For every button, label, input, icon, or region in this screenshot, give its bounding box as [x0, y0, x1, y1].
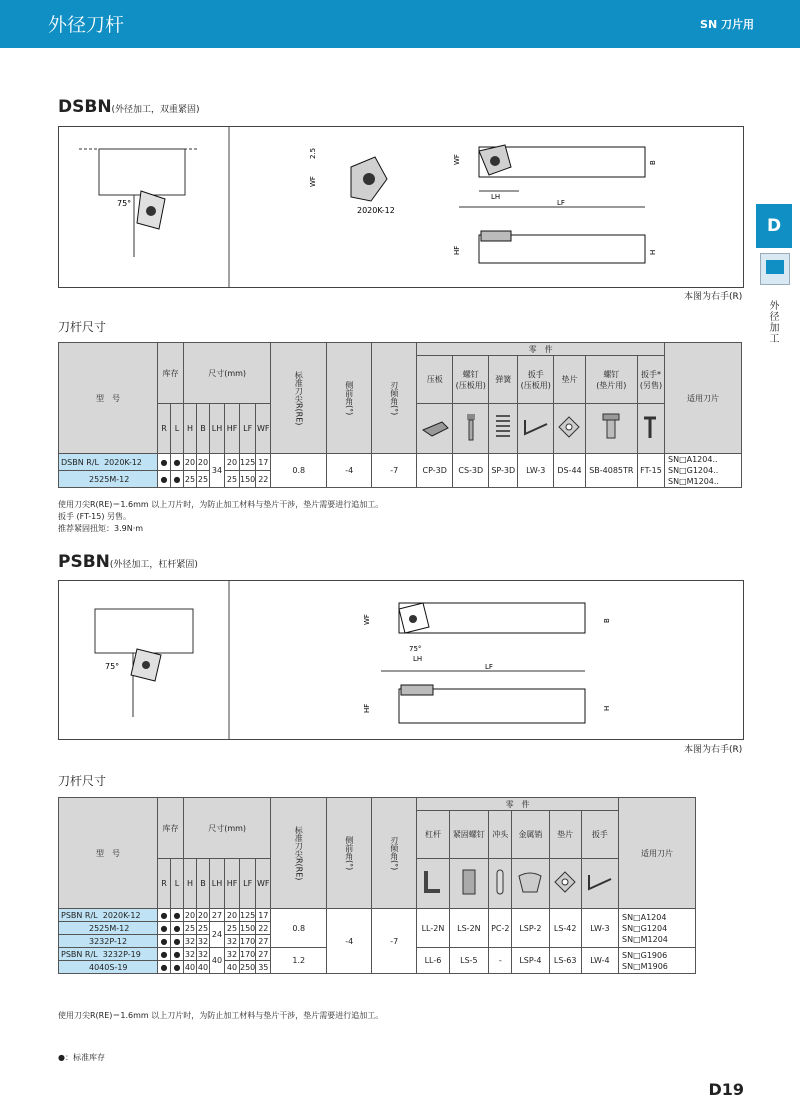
cell: LS-2N	[449, 909, 489, 948]
cell: 24	[210, 922, 225, 948]
cell: 25	[197, 471, 210, 488]
cell: 17	[256, 454, 271, 471]
page-header	[0, 0, 800, 48]
cell: ●	[158, 961, 171, 974]
part-icon-spring	[489, 404, 518, 454]
hdr-stock: 库存	[158, 343, 184, 404]
part-icon-clamp	[417, 404, 453, 454]
hdr-col-hf: HF	[225, 859, 240, 909]
cell: ●	[171, 948, 184, 961]
cell: ●	[171, 454, 184, 471]
cell: 25	[197, 923, 209, 933]
cell: 40	[225, 961, 240, 974]
psbn-desc: (外径加工，杠杆紧固)	[109, 560, 198, 570]
hdr-part-3: 扳手 (压板用)	[518, 356, 554, 404]
hdr-col-h: H	[184, 859, 197, 909]
cell: 34	[210, 454, 225, 488]
hdr-insert: 适用刀片	[619, 798, 696, 909]
hdr-model: 型 号	[59, 798, 158, 909]
svg-text:WF: WF	[363, 614, 371, 625]
svg-text:HF: HF	[453, 245, 461, 255]
cell: 20	[197, 910, 209, 920]
cell: 20	[225, 454, 240, 471]
cell: 27	[256, 948, 271, 961]
psbn-drawing-box	[58, 580, 744, 740]
cell: CP-3D	[417, 454, 453, 488]
dsbn-drawing	[59, 127, 743, 287]
psbn-row-3-model: PSBN R/L 3232P-19	[59, 948, 158, 961]
svg-text:WF: WF	[453, 154, 461, 165]
hdr-col-lf: LF	[240, 404, 256, 454]
hdr-col-l: L	[171, 859, 184, 909]
hdr-col-b: B	[197, 859, 210, 909]
cell: LW-4	[581, 948, 618, 974]
hdr-col-lh: LH	[210, 859, 225, 909]
cell: LS-63	[549, 948, 581, 974]
cell: LW-3	[518, 454, 554, 488]
hdr-col-l: L	[171, 404, 184, 454]
part-icon-shim	[554, 404, 585, 454]
part-icon-shim-screw	[585, 404, 637, 454]
part-icon-lever	[417, 859, 449, 909]
cell: 20	[225, 909, 240, 922]
cell: 0.8	[271, 909, 327, 948]
part-icon-pin	[512, 859, 549, 909]
cell: 25	[225, 922, 240, 935]
hdr-col-wf: WF	[256, 404, 271, 454]
hdr-parts: 零 件	[417, 798, 619, 811]
hdr-part-0: 压板	[417, 356, 453, 404]
cell: 20	[184, 454, 197, 471]
cell: 27	[256, 935, 271, 948]
cell: ●	[171, 935, 184, 948]
svg-text:B: B	[649, 160, 657, 165]
svg-text:HF: HF	[363, 703, 371, 713]
svg-text:75°: 75°	[105, 662, 120, 671]
hdr-part-4: 垫片	[549, 811, 581, 859]
hdr-parts: 零 件	[417, 343, 665, 356]
cell: SP-3D	[489, 454, 518, 488]
cell: 170	[240, 949, 256, 959]
svg-text:LH: LH	[491, 193, 501, 201]
psbn-note: 使用刀尖R(RE)＝1.6mm 以上刀片时，为防止加工材料与垫片干涉，垫片需要进行追加工。	[58, 1011, 384, 1020]
hdr-side: 侧前角(°)	[327, 798, 372, 909]
cell: 32	[225, 948, 240, 961]
cell: ●	[158, 935, 171, 948]
cell: 125	[240, 910, 256, 920]
svg-text:H: H	[649, 249, 657, 255]
hdr-part-2: 冲头	[489, 811, 512, 859]
dsbn-drawing-box	[58, 126, 744, 288]
hdr-part-5: 螺钉 (垫片用)	[585, 356, 637, 404]
page-title: 外径刀杆	[48, 14, 125, 36]
svg-text:LH: LH	[413, 655, 423, 663]
hdr-col-lf: LF	[240, 859, 256, 909]
part-icon-wrench	[581, 859, 618, 909]
page-number: D19	[708, 1080, 744, 1099]
cell: ●	[171, 471, 184, 488]
cell: PC-2	[489, 909, 512, 948]
cell: LS-5	[449, 948, 489, 974]
dsbn-inserts: SN□A1204.. SN□G1204.. SN□M1204..	[665, 454, 742, 488]
svg-text:LF: LF	[557, 199, 565, 207]
part-icon-clamp-screw	[449, 859, 489, 909]
hdr-size: 尺寸(mm)	[184, 343, 271, 404]
cell: 20	[197, 454, 210, 471]
cell: LSP-2	[512, 909, 549, 948]
psbn-heading	[58, 552, 198, 572]
psbn-row-0-model: PSBN R/L 2020K-12	[59, 909, 158, 922]
dsbn-view-label: 2020K-12	[357, 206, 395, 215]
cell: 25	[225, 471, 240, 488]
svg-text:B: B	[603, 618, 611, 623]
svg-text:75°: 75°	[117, 199, 132, 208]
cell: 0.8	[271, 454, 327, 488]
hdr-col-hf: HF	[225, 404, 240, 454]
cell: ●	[158, 909, 171, 922]
hdr-stock: 库存	[158, 798, 184, 859]
cell: 40	[197, 962, 209, 972]
cell: 125	[240, 454, 256, 471]
part-icon-key	[638, 404, 665, 454]
cell: 32	[184, 949, 196, 959]
cell: 32	[197, 936, 209, 946]
cell: ●	[158, 454, 171, 471]
part-icon-punch	[489, 859, 512, 909]
hdr-part-2: 弹簧	[489, 356, 518, 404]
cell: LL-6	[417, 948, 449, 974]
hdr-size: 尺寸(mm)	[184, 798, 271, 859]
dsbn-row-1-model: 2525M-12	[59, 471, 158, 488]
dsbn-notes: 使用刀尖R(RE)＝1.6mm 以上刀片时，为防止加工材料与垫片干涉，垫片需要进行追加工。 扳手 (FT-15) 另售。 推荐紧固扭矩：3.9N·m	[58, 500, 384, 533]
cell: LW-3	[581, 909, 618, 948]
cell: -	[489, 948, 512, 974]
svg-text:75°: 75°	[409, 645, 422, 653]
dsbn-table-title: 刀杆尺寸	[58, 320, 107, 334]
part-icon-screw	[453, 404, 489, 454]
cell: 32	[197, 949, 209, 959]
cell: ●	[158, 471, 171, 488]
hdr-col-r: R	[158, 859, 171, 909]
hdr-incl: 刃倾角(°)	[372, 798, 417, 909]
cell: 25	[184, 471, 197, 488]
cell: ●	[171, 961, 184, 974]
cell: 150	[240, 471, 256, 488]
hdr-col-lh: LH	[210, 404, 225, 454]
cell: 35	[256, 961, 271, 974]
hdr-part-6: 扳手* (另售)	[638, 356, 665, 404]
hdr-part-1: 螺钉 (压板用)	[453, 356, 489, 404]
psbn-inserts-2: SN□G1906 SN□M1906	[619, 948, 696, 974]
dsbn-table	[58, 342, 742, 488]
psbn-table-title: 刀杆尺寸	[58, 774, 107, 788]
legend: ●：标准库存	[58, 1053, 105, 1062]
cell: 1.2	[271, 948, 327, 974]
psbn-caption: 本图为右手(R)	[684, 745, 743, 755]
dsbn-caption: 本图为右手(R)	[684, 292, 743, 302]
cell: ●	[158, 922, 171, 935]
cell: LS-42	[549, 909, 581, 948]
hdr-part-5: 扳手	[581, 811, 618, 859]
psbn-row-4-model: 4040S-19	[59, 961, 158, 974]
header-subtitle: SN 刀片用	[700, 18, 754, 31]
svg-text:WF: WF	[309, 176, 317, 187]
hdr-col-b: B	[197, 404, 210, 454]
cell: 22	[256, 922, 271, 935]
psbn-row-1-model: 2525M-12	[59, 922, 158, 935]
svg-text:H: H	[603, 705, 611, 711]
hdr-part-1: 紧固螺钉	[449, 811, 489, 859]
dsbn-code: DSBN	[58, 97, 112, 117]
cell: 32	[225, 935, 240, 948]
hdr-insert: 适用刀片	[665, 343, 742, 454]
cell: 17	[256, 909, 271, 922]
cell: -4	[327, 454, 372, 488]
hdr-re: 标准刀尖R(RE)	[271, 798, 327, 909]
cell: ●	[171, 909, 184, 922]
cell: ●	[171, 922, 184, 935]
cell: 170	[240, 936, 256, 946]
svg-text:LF: LF	[485, 663, 493, 671]
hdr-side: 侧前角(°)	[327, 343, 372, 454]
hdr-part-4: 垫片	[554, 356, 585, 404]
hdr-col-h: H	[184, 404, 197, 454]
cell: 27	[210, 909, 225, 922]
chapter-tab[interactable]: D	[756, 204, 792, 248]
cell: 40	[210, 948, 225, 974]
cell: SB-4085TR	[585, 454, 637, 488]
cell: 20	[184, 910, 196, 920]
psbn-drawing	[59, 581, 743, 739]
part-icon-shim	[549, 859, 581, 909]
cell: CS-3D	[453, 454, 489, 488]
cell: 40	[184, 962, 196, 972]
cell: 150	[240, 923, 256, 933]
hdr-col-r: R	[158, 404, 171, 454]
cell: LL-2N	[417, 909, 449, 948]
cell: 250	[240, 962, 256, 972]
dsbn-desc: (外径加工，双重紧固)	[111, 105, 200, 115]
cell: DS-44	[554, 454, 585, 488]
cell: -7	[372, 454, 417, 488]
chapter-label: 外径加工	[767, 300, 778, 344]
psbn-inserts-1: SN□A1204 SN□G1204 SN□M1204	[619, 909, 696, 948]
hdr-col-wf: WF	[256, 859, 271, 909]
cell: 22	[256, 471, 271, 488]
cell: -7	[372, 909, 417, 974]
cell: FT-15	[638, 454, 665, 488]
cell: 32	[184, 936, 196, 946]
svg-text:2.5: 2.5	[309, 147, 317, 159]
chapter-icon	[760, 253, 790, 285]
cell: 25	[184, 923, 196, 933]
hdr-re: 标准刀尖R(RE)	[271, 343, 327, 454]
cell: ●	[158, 948, 171, 961]
cell: LSP-4	[512, 948, 549, 974]
cell: -4	[327, 909, 372, 974]
hdr-part-0: 杠杆	[417, 811, 449, 859]
psbn-code: PSBN	[58, 552, 110, 572]
dsbn-heading	[58, 97, 200, 117]
hdr-model: 型 号	[59, 343, 158, 454]
psbn-table	[58, 797, 696, 974]
hdr-part-3: 金属销	[512, 811, 549, 859]
part-icon-wrench	[518, 404, 554, 454]
hdr-incl: 刃倾角(°)	[372, 343, 417, 454]
psbn-row-2-model: 3232P-12	[59, 935, 158, 948]
dsbn-row-0-model: DSBN R/L 2020K-12	[59, 454, 158, 471]
